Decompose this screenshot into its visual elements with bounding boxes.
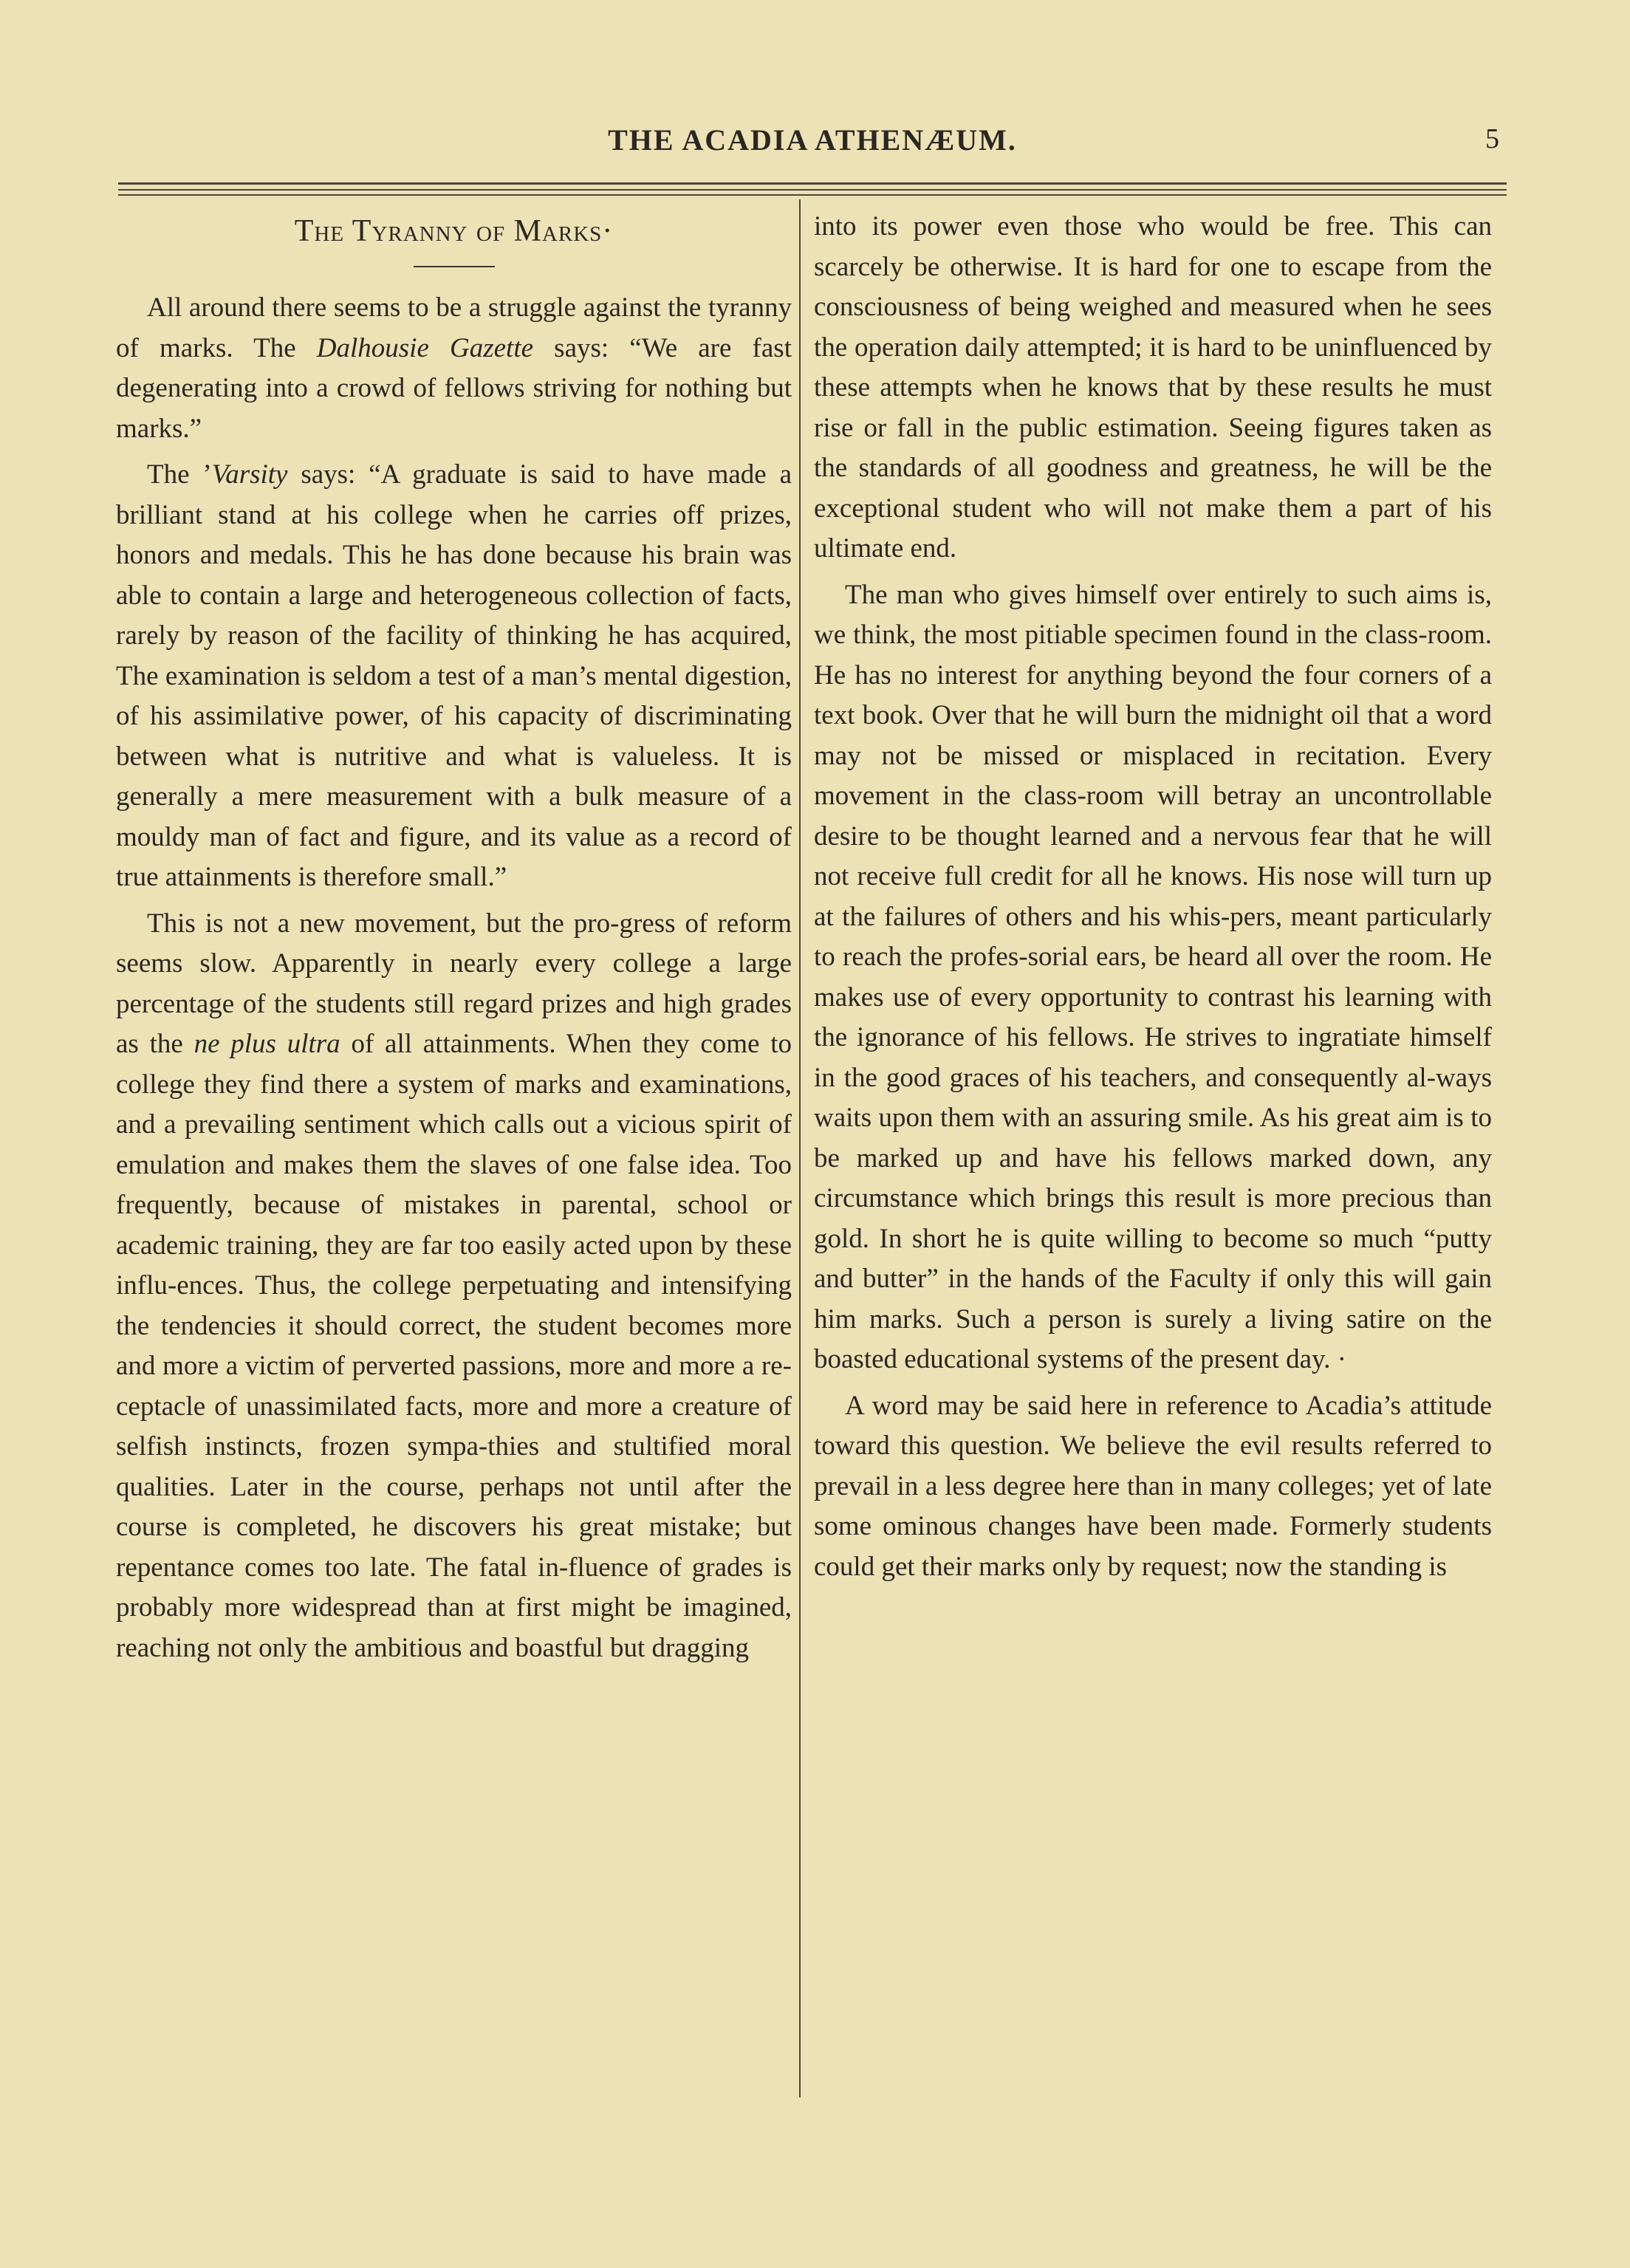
paragraph: The ’Varsity says: “A graduate is said to have made a brilliant stand at his college when he carries off prizes, honors and medals. This he has done because his brain was able to contain a large and heterogeneous collection of facts, rarely by reason of the facility of thinking he has acquired, The examination is seldom a test of a man’s mental digestion, of his assimilative power, of his capacity of discriminating between what is nutritive and what is valueless. It is generally a mere measurement with a bulk measure of a mouldy man of fact and figure, and its value as a record of true attainments is therefore small.” xyxy=(116,459,792,892)
paragraph: The man who gives himself over entirely to such aims is, we think, the most pitiable specimen found in the class-room. He has no interest for anything beyond the four corners of a text book. Over that he will burn the midnight oil that a word may not be missed or misplaced in recitation. Every movement in the class-room will betray an uncontrollable desire to be thought learned and a nervous fear that he will not receive full credit for all he knows. His nose will turn up at the failures of others and his whis-pers, meant particularly to reach the profes-sorial ears, be heard all over the room. He makes use of every opportunity to contrast his learning with the ignorance of his fellows. He strives to ingratiate himself in the good graces of his teachers, and consequently al-ways waits upon them with an assuring smile. As his great aim is to be marked up and have his fellows marked down, any circumstance which brings this result is more precious than gold. In short he is quite willing to become so much “putty and butter” in the hands of the Faculty if only this will gain him marks. Such a person is surely a living satire on the boasted educational systems of the present day. · xyxy=(814,579,1492,1374)
left-column xyxy=(116,207,792,1668)
header-rule xyxy=(118,194,1507,196)
column-divider xyxy=(799,199,801,2097)
paragraph: A word may be said here in reference to Acadia’s attitude toward this question. We believe the evil results referred to prevail in a less degree here than in many colleges; yet of late some ominous changes have been made. Formerly students could get their marks only by request; now the standing is xyxy=(814,1390,1492,1582)
header-rule xyxy=(118,189,1507,191)
paragraph: This is not a new movement, but the pro-gress of reform seems slow. Apparently in nearly every college a large percentage of the students still regard prizes and high grades as the ne plus ultra of all attainments. When they come to college they find there a system of marks and examinations, and a prevailing sentiment which calls out a vicious spirit of emulation and makes them the slaves of one false idea. Too frequently, because of mistakes in parental, school or academic training, they are far too easily acted upon by these influ-ences. Thus, the college perpetuating and intensifying the tendencies it should correct, the student becomes more and more a victim of perverted passions, more and more a re-ceptacle of unassimilated facts, more and more a creature of selfish instincts, frozen sympa-thies and stultified moral qualities. Later in the course, perhaps not until after the course is completed, he discovers his great mistake; but repentance comes too late. The fatal in-fluence of grades is probably more widespread than at first might be imagined, reaching not only the ambitious and boastful but dragging xyxy=(116,908,792,1663)
publication-name: Varsity xyxy=(211,459,288,490)
publication-name: Dalhousie Gazette xyxy=(316,332,534,363)
header-rule xyxy=(118,182,1507,185)
title-divider xyxy=(414,266,495,267)
page-number: 5 xyxy=(1485,123,1499,154)
page-header xyxy=(118,123,1507,167)
right-column xyxy=(814,207,1492,1587)
latin-phrase: ne plus ultra xyxy=(194,1029,340,1059)
paragraph: All around there seems to be a struggle against the tyranny of marks. The Dalhousie Gazette says: “We are fast degenerating into a crowd of fellows striving for nothing but marks.” xyxy=(116,292,792,444)
paragraph: into its power even those who would be free. This can scarcely be otherwise. It is hard for one to escape from the consciousness of being weighed and measured when he sees the operation daily attempted; it is hard to be uninfluenced by these attempts when he knows that by these results he must rise or fall in the public estimation. Seeing figures taken as the standards of all goodness and greatness, he will be the exceptional student who will not make them a part of his ultimate end. xyxy=(814,211,1492,563)
article-title: The Tyranny of Marks· xyxy=(294,214,614,248)
journal-title: THE ACADIA ATHENÆUM. xyxy=(608,123,1017,157)
